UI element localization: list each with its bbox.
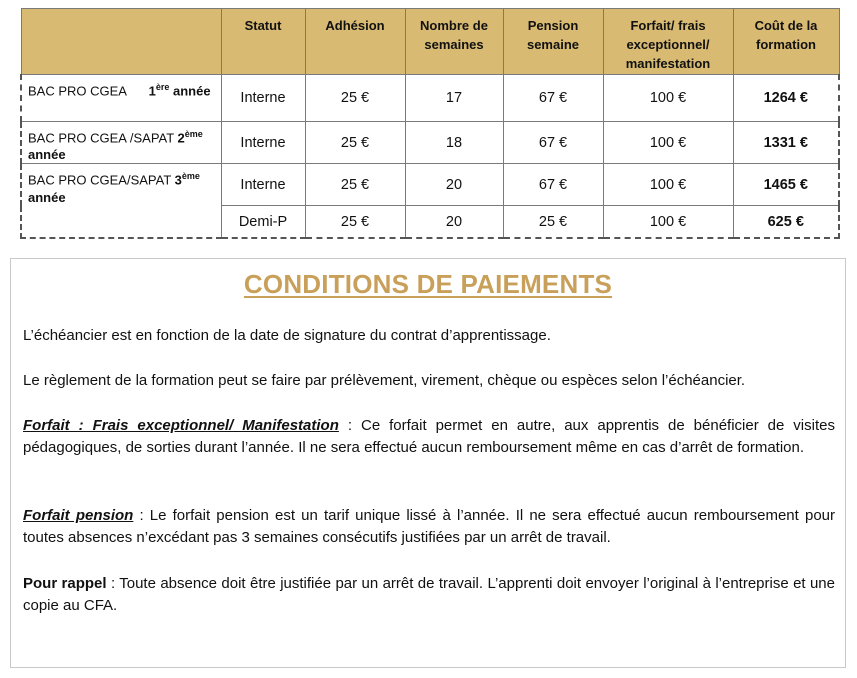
program-year-label: année	[28, 147, 66, 163]
header-pension: Pension semaine	[503, 9, 603, 75]
table-row	[21, 122, 839, 164]
program-year-label: année	[28, 189, 66, 205]
program-year-sup: ème	[181, 171, 200, 182]
cost-cell: 1264 €	[733, 75, 839, 122]
pension-cell: 67 €	[503, 122, 603, 164]
payment-conditions-box	[10, 258, 846, 668]
cost-cell: 1331 €	[733, 122, 839, 164]
header-forfait: Forfait/ frais exceptionnel/ manifestation	[603, 9, 733, 75]
weeks-cell: 18	[405, 122, 503, 164]
forfait-cell: 100 €	[603, 122, 733, 164]
forfait-label: Forfait : Frais exceptionnel/ Manifestation	[23, 417, 339, 434]
program-year-sup: ère	[155, 82, 170, 92]
program-name: BAC PRO CGEA /SAPAT	[28, 130, 178, 146]
program-cell	[21, 164, 221, 206]
table-header-row	[21, 9, 839, 75]
pension-label: Forfait pension	[23, 507, 134, 524]
forfait-cell: 100 €	[603, 75, 733, 122]
program-cell	[21, 122, 221, 164]
weeks-cell: 20	[405, 164, 503, 206]
pension-cell: 67 €	[503, 75, 603, 122]
conditions-title: CONDITIONS DE PAIEMENTS	[243, 269, 613, 299]
table-row	[21, 206, 839, 238]
weeks-cell: 20	[405, 206, 503, 238]
header-program	[21, 9, 221, 75]
program-name: BAC PRO CGEA/SAPAT	[28, 172, 175, 188]
reminder-label: Pour rappel	[23, 575, 107, 592]
statut-cell: Demi-P	[221, 206, 305, 238]
program-year-number: 2	[177, 130, 185, 146]
header-statut: Statut	[221, 9, 305, 75]
program-year-number: 3	[174, 172, 182, 188]
forfait-text: : Ce forfait permet en autre, aux apprentis de bénéficier de visites pédagogiques, de sorties durant l’année. Il ne sera effectué aucun remboursement même en cas d’arrêt de formation.	[23, 417, 835, 456]
program-cell-empty	[21, 206, 221, 238]
program-year-label: année	[169, 83, 211, 99]
pension-cell: 67 €	[503, 164, 603, 206]
program-cell	[21, 75, 221, 122]
statut-cell: Interne	[221, 75, 305, 122]
program-name: BAC PRO CGEA	[28, 83, 127, 99]
pension-cell: 25 €	[503, 206, 603, 238]
program-year-sup: ème	[184, 129, 203, 139]
conditions-paragraph-pension	[23, 505, 835, 549]
cost-cell: 1465 €	[733, 164, 839, 206]
table-row	[21, 164, 839, 206]
adhesion-cell: 25 €	[305, 206, 405, 238]
conditions-paragraph-schedule: L’échéancier est en fonction de la date de signature du contrat d’apprentissage.	[23, 327, 551, 344]
forfait-cell: 100 €	[603, 164, 733, 206]
reminder-text: : Toute absence doit être justifiée par un arrêt de travail. L’apprenti doit envoyer l’original à l’entreprise et une copie au CFA.	[23, 575, 835, 614]
program-year-number: 1	[148, 83, 156, 99]
weeks-cell: 17	[405, 75, 503, 122]
table-row	[21, 75, 839, 122]
adhesion-cell: 25 €	[305, 75, 405, 122]
fees-table	[20, 8, 840, 239]
pension-text: : Le forfait pension est un tarif unique lissé à l’année. Il ne sera effectué aucun remboursement pour toutes absences n’excédant pas 3 semaines consécutifs justifiées par un arrêt de travail.	[23, 507, 835, 546]
statut-cell: Interne	[221, 164, 305, 206]
conditions-paragraph-reminder	[23, 573, 835, 617]
conditions-paragraph-payment: Le règlement de la formation peut se faire par prélèvement, virement, chèque ou espèces selon l’échéancier.	[23, 372, 746, 389]
header-weeks: Nombre de semaines	[405, 9, 503, 75]
adhesion-cell: 25 €	[305, 164, 405, 206]
header-cost: Coût de la formation	[733, 9, 839, 75]
forfait-cell: 100 €	[603, 206, 733, 238]
adhesion-cell: 25 €	[305, 122, 405, 164]
cost-cell: 625 €	[733, 206, 839, 238]
conditions-paragraph-forfait	[23, 415, 835, 459]
header-adhesion: Adhésion	[305, 9, 405, 75]
statut-cell: Interne	[221, 122, 305, 164]
